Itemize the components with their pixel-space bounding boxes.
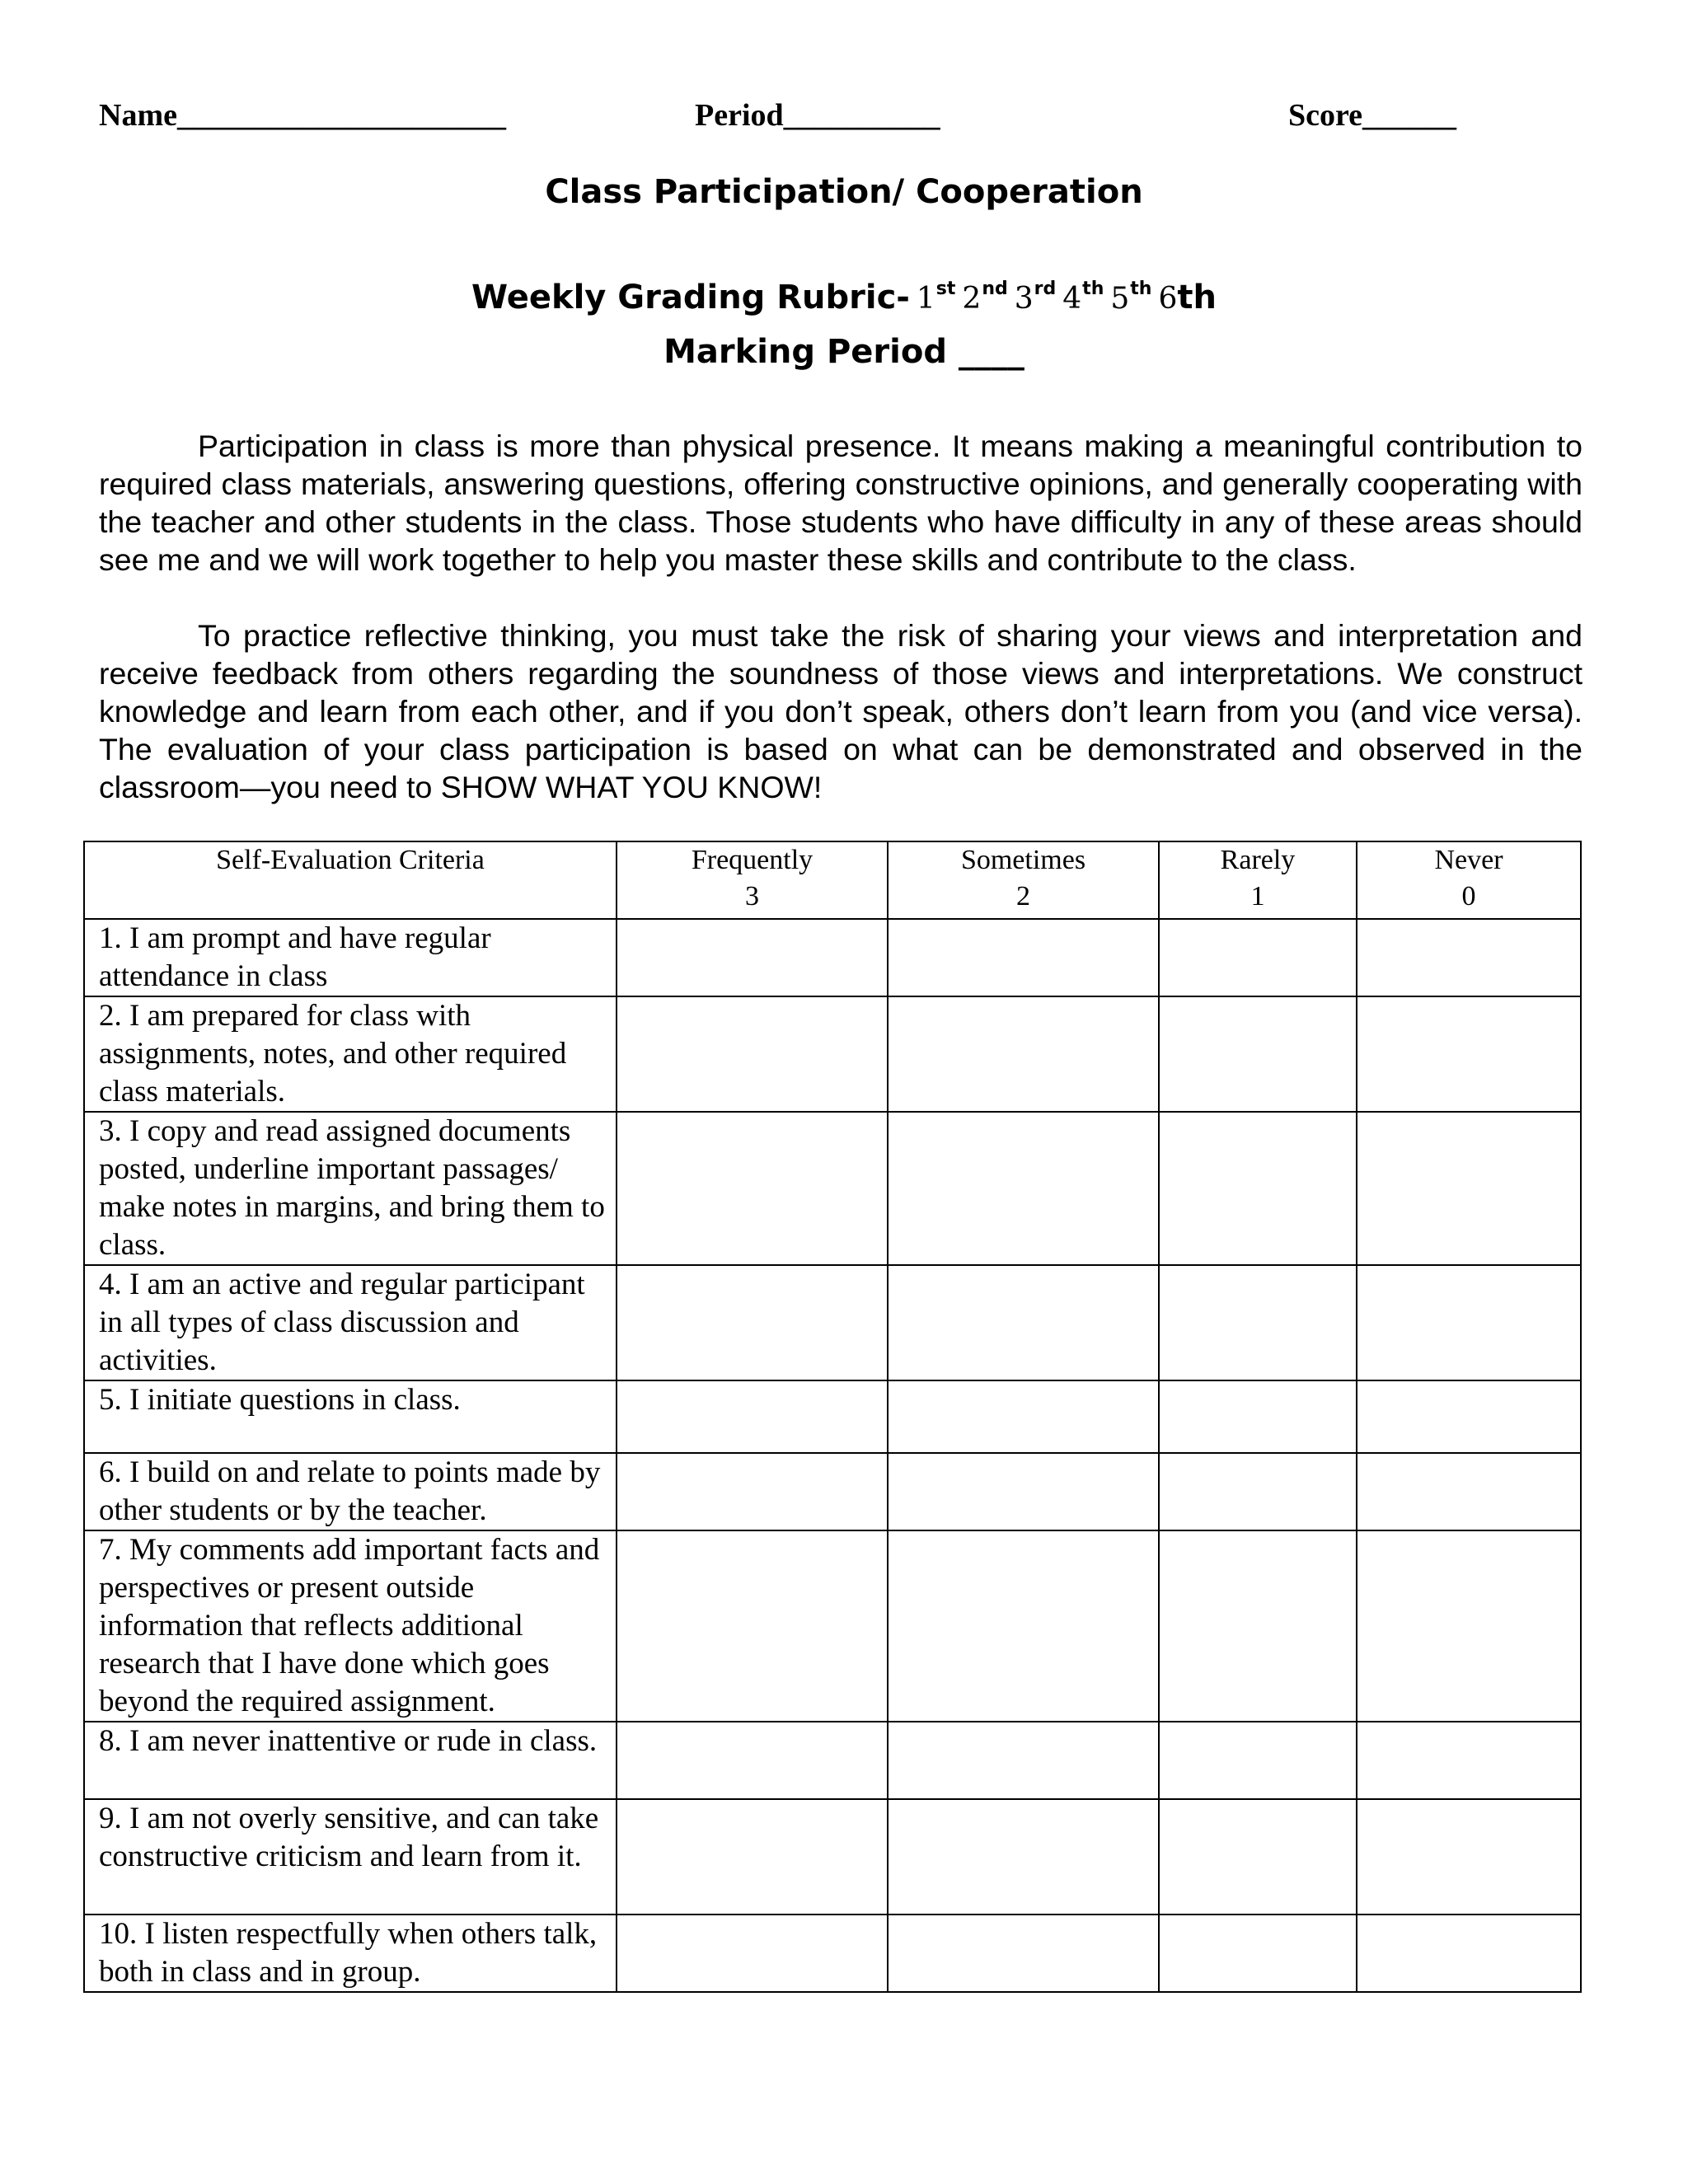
table-row [84, 1799, 1581, 1915]
table-row [84, 1380, 1581, 1453]
column-points: 2 [1016, 881, 1030, 912]
column-label: Sometimes [960, 845, 1086, 875]
table-row [84, 1265, 1581, 1380]
ordinal-suffix: th [1177, 279, 1217, 316]
rating-cell-sometimes[interactable] [888, 919, 1159, 996]
rating-cell-sometimes[interactable] [888, 1915, 1159, 1992]
criterion-cell: 10. I listen respectfully when others talk, both in class and in group. [84, 1915, 617, 1992]
ordinal-suffix: st [935, 279, 956, 299]
table-row [84, 919, 1581, 996]
ordinal-5th[interactable] [1110, 279, 1152, 316]
rating-cell-frequently[interactable] [617, 1530, 888, 1722]
criterion-cell: 6. I build on and relate to points made by other students or by the teacher. [84, 1453, 617, 1530]
criterion-cell: 3. I copy and read assigned documents posted, underline important passages/ make notes in margins, and bring them to class. [84, 1112, 617, 1265]
table-row [84, 1530, 1581, 1722]
rating-cell-frequently[interactable] [617, 996, 888, 1112]
ordinal-number: 4 [1062, 282, 1082, 316]
criterion-cell: 9. I am not overly sensitive, and can take constructive criticism and learn from it. [84, 1799, 617, 1915]
marking-period-label: Marking Period [663, 333, 947, 371]
rubric-label: Weekly Grading Rubric- [471, 279, 910, 316]
rating-cell-sometimes[interactable] [888, 1453, 1159, 1530]
ordinal-3rd[interactable] [1014, 279, 1057, 316]
rating-cell-rarely[interactable] [1159, 996, 1357, 1112]
ordinal-1st[interactable] [916, 279, 956, 316]
rating-cell-frequently[interactable] [617, 919, 888, 996]
rating-cell-frequently[interactable] [617, 1112, 888, 1265]
rating-cell-never[interactable] [1357, 1722, 1581, 1799]
criterion-cell: 1. I am prompt and have regular attendance in class [84, 919, 617, 996]
marking-period-heading [0, 333, 1688, 371]
table-body [84, 919, 1581, 1992]
table-row [84, 1453, 1581, 1530]
name-field[interactable] [99, 97, 506, 134]
rating-cell-frequently[interactable] [617, 1915, 888, 1992]
ordinal-number: 1 [916, 282, 935, 316]
rating-cell-sometimes[interactable] [888, 1722, 1159, 1799]
ordinal-suffix: th [1130, 279, 1152, 299]
rating-cell-frequently[interactable] [617, 1722, 888, 1799]
ordinal-6th[interactable] [1158, 279, 1217, 316]
marking-period-blank[interactable]: ____ [958, 333, 1025, 371]
rating-cell-never[interactable] [1357, 919, 1581, 996]
rating-cell-frequently[interactable] [617, 1799, 888, 1915]
rating-cell-rarely[interactable] [1159, 1453, 1357, 1530]
ordinal-number: 6 [1158, 282, 1178, 316]
name-label: Name [99, 98, 177, 133]
intro-paragraph: Participation in class is more than physical presence. It means making a meaningful contribution to required class materials, answering questions, offering constructive opinions, and generally cooperating with the teacher and other students in the class. Those students who have difficulty in any of these areas should see me and we will work together to help you master these skills and contribute to the class. [99, 429, 1582, 577]
reflection-paragraph: To practice reflective thinking, you must take the risk of sharing your views and interpretation and receive feedback from others regarding the soundness of those views and interpretations. We construct knowledge and learn from each other, and if you don’t speak, others don’t learn from you (and vice versa). The evaluation of your class participation is based on what can be demonstrated and observed in the classroom—you need to SHOW WHAT YOU KNOW! [99, 618, 1582, 804]
criterion-cell: 5. I initiate questions in class. [84, 1380, 617, 1453]
rating-cell-never[interactable] [1357, 1530, 1581, 1722]
rating-cell-frequently[interactable] [617, 1380, 888, 1453]
self-evaluation-table [83, 841, 1582, 1993]
rating-cell-rarely[interactable] [1159, 919, 1357, 996]
score-label: Score [1288, 98, 1363, 133]
column-label: Never [1434, 845, 1503, 875]
table-row [84, 1722, 1581, 1799]
ordinal-suffix: nd [982, 279, 1008, 299]
column-header-never [1357, 841, 1581, 919]
page-title: Class Participation/ Cooperation [545, 173, 1143, 211]
column-points: 3 [745, 881, 759, 912]
ordinal-suffix: th [1082, 279, 1104, 299]
rating-cell-never[interactable] [1357, 1915, 1581, 1992]
rating-cell-sometimes[interactable] [888, 1530, 1159, 1722]
rating-cell-frequently[interactable] [617, 1265, 888, 1380]
ordinal-number: 3 [1014, 282, 1034, 316]
column-label: Frequently [691, 845, 814, 875]
rating-cell-sometimes[interactable] [888, 1799, 1159, 1915]
ordinal-number: 2 [962, 282, 982, 316]
column-points: 1 [1250, 881, 1265, 912]
table-header-row [84, 841, 1581, 919]
rating-cell-never[interactable] [1357, 1112, 1581, 1265]
period-label: Period [695, 98, 784, 133]
rating-cell-sometimes[interactable] [888, 1380, 1159, 1453]
column-points: 0 [1461, 881, 1476, 912]
rating-cell-rarely[interactable] [1159, 1799, 1357, 1915]
score-blank[interactable]: ______ [1362, 98, 1457, 133]
criteria-header: Self-Evaluation Criteria [84, 841, 617, 919]
rubric-heading [0, 279, 1688, 316]
score-field[interactable] [1288, 97, 1456, 134]
rating-cell-frequently[interactable] [617, 1453, 888, 1530]
ordinal-suffix: rd [1034, 279, 1057, 299]
rating-cell-rarely[interactable] [1159, 1530, 1357, 1722]
column-header-sometimes [888, 841, 1159, 919]
ordinal-list [910, 279, 1217, 316]
rating-cell-rarely[interactable] [1159, 1380, 1357, 1453]
rating-cell-rarely[interactable] [1159, 1112, 1357, 1265]
table-row [84, 1915, 1581, 1992]
column-header-frequently [617, 841, 888, 919]
table-row [84, 996, 1581, 1112]
column-label: Rarely [1220, 845, 1296, 875]
ordinal-2nd[interactable] [962, 279, 1008, 316]
rating-cell-rarely[interactable] [1159, 1915, 1357, 1992]
rating-cell-rarely[interactable] [1159, 1722, 1357, 1799]
rating-cell-sometimes[interactable] [888, 1112, 1159, 1265]
name-blank[interactable]: _____________________ [176, 98, 506, 133]
criterion-cell: 8. I am never inattentive or rude in class. [84, 1722, 617, 1799]
rating-cell-never[interactable] [1357, 1380, 1581, 1453]
criterion-cell: 2. I am prepared for class with assignments, notes, and other required class materials. [84, 996, 617, 1112]
table-row [84, 1112, 1581, 1265]
criterion-cell: 7. My comments add important facts and perspectives or present outside information that reflects additional research that I have done which goes beyond the required assignment. [84, 1530, 617, 1722]
ordinal-4th[interactable] [1062, 279, 1104, 316]
column-header-rarely [1159, 841, 1357, 919]
criterion-cell: 4. I am an active and regular participant in all types of class discussion and activities. [84, 1265, 617, 1380]
ordinal-number: 5 [1110, 282, 1130, 316]
period-field[interactable] [695, 97, 940, 134]
rating-cell-never[interactable] [1357, 1453, 1581, 1530]
rating-cell-sometimes[interactable] [888, 1265, 1159, 1380]
rating-cell-never[interactable] [1357, 1265, 1581, 1380]
rating-cell-sometimes[interactable] [888, 996, 1159, 1112]
rating-cell-never[interactable] [1357, 1799, 1581, 1915]
rating-cell-never[interactable] [1357, 996, 1581, 1112]
period-blank[interactable]: __________ [783, 98, 940, 133]
rating-cell-rarely[interactable] [1159, 1265, 1357, 1380]
